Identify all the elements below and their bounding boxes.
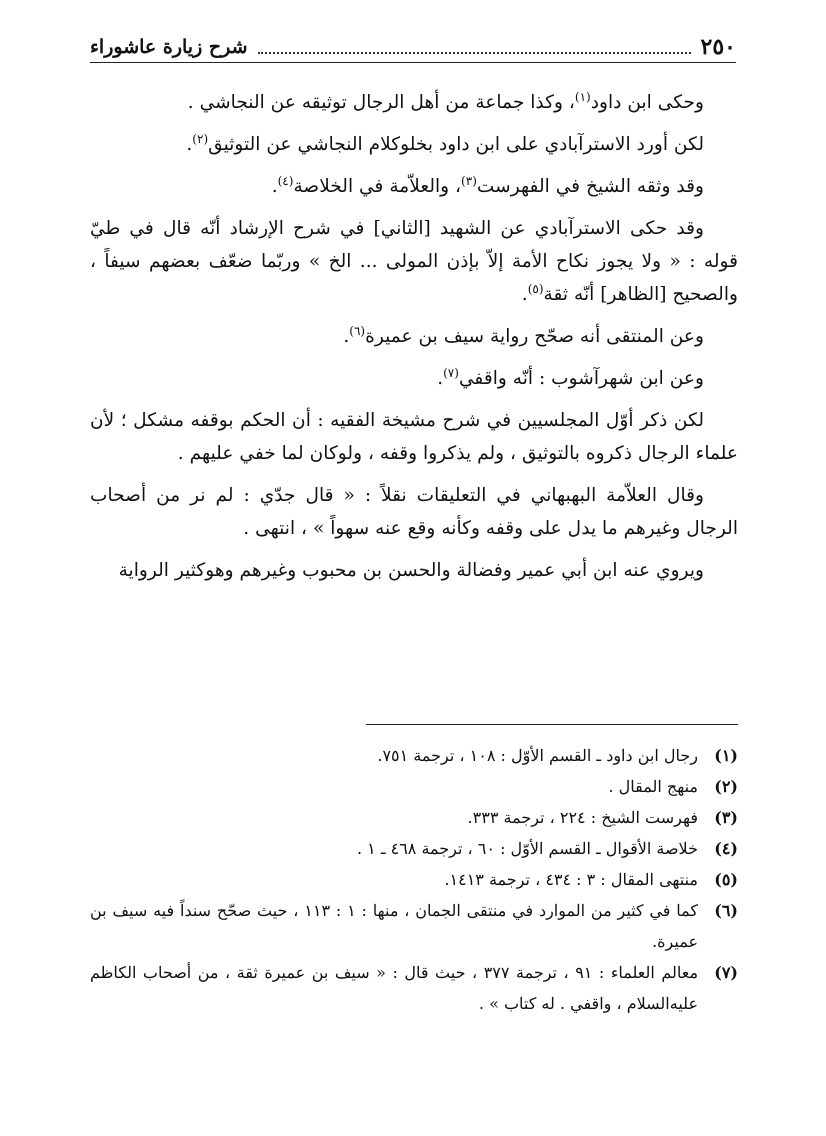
footnote-reference: (٥) (527, 281, 544, 296)
running-title: شرح زيارة عاشوراء (90, 36, 248, 58)
footnote-reference: (٧) (443, 365, 459, 380)
paragraph-text: لكن أورد الاسترآبادي على ابن داود بخلوكلام النجاشي عن التوثيق (208, 134, 704, 155)
footnote-text: منهج المقال . (608, 777, 698, 796)
page-header (90, 32, 736, 63)
paragraph (90, 86, 738, 119)
footnote-text: فهرست الشيخ : ٢٢٤ ، ترجمة ٣٣٣. (467, 808, 698, 827)
paragraph-text: . (271, 176, 278, 197)
footnote-number: (٣) (714, 808, 738, 827)
footnote-number: (٤) (714, 839, 738, 858)
footnote (90, 740, 738, 771)
footnote (90, 771, 738, 802)
header-dot-leader (258, 40, 691, 54)
footnote-number: (٢) (714, 777, 738, 796)
paragraph-text: وقد حكى الاسترآبادي عن الشهيد [الثاني] في شرح الإرشاد أنّه قال في طيّ قوله : « ولا يجوز نكاح الأمة إلاّ بإذن المولى ... الخ » وربّما ضعّف بعضهم سيفاً ، والصحيح [الظاهر] أنّه ثقة (90, 218, 738, 305)
paragraph: ويروي عنه ابن أبي عمير وفضالة والحسن بن محبوب وغيرهم وهوكثير الرواية (118, 560, 704, 581)
paragraph: وقال العلاّمة البهبهاني في التعليقات نقلاً : « قال جدّي : لم نر من أصحاب الرجال وغيرهم ما يدل على وقفه وكأنه وقع عنه سهواً » ، انتهى . (90, 485, 738, 539)
footnote-text: كما في كثير من الموارد في منتقى الجمان ، منها : ١ : ١١٣ ، حيث صحّح سنداً فيه سيف بن عميرة. (90, 901, 699, 951)
paragraph (90, 320, 738, 353)
footnote-number: (٥) (714, 870, 738, 889)
footnote (90, 833, 738, 864)
footnote (90, 957, 738, 1019)
footnote-reference: (٢) (192, 131, 209, 146)
footnote-separator (366, 724, 738, 725)
paragraph-text: وعن ابن شهرآشوب : أنّه واقفي (458, 368, 704, 389)
paragraph-text: وعن المنتقى أنه صحّح رواية سيف بن عميرة (365, 326, 704, 347)
footnote (90, 895, 738, 957)
paragraph-text: . (521, 284, 528, 305)
footnote-reference: (٦) (349, 323, 366, 338)
paragraph (90, 362, 738, 395)
footnotes (90, 740, 738, 1019)
paragraph: لكن ذكر أوّل المجلسيين في شرح مشيخة الفقيه : أن الحكم بوقفه مشكل ؛ لأن علماء الرجال ذكروه بالتوثيق ، ولم يذكروا وقفه ، ولوكان لما خفي عليهم . (90, 410, 738, 464)
paragraph-text: ، والعلاّمة في الخلاصة (293, 176, 462, 197)
paragraph-text: . (437, 368, 444, 389)
footnote-text: منتهى المقال : ٣ : ٤٣٤ ، ترجمة ١٤١٣. (444, 870, 698, 889)
footnote-text: معالم العلماء : ٩١ ، ترجمة ٣٧٧ ، حيث قال : « سيف بن عميرة ثقة ، من أصحاب الكاظم عليه‌السلام ، واقفي . له كتاب » . (90, 963, 699, 1013)
footnote-reference: (٣) (461, 173, 477, 188)
paragraph-text: وحكى ابن داود (590, 92, 704, 113)
footnote-text: رجال ابن داود ـ القسم الأوّل : ١٠٨ ، ترجمة ٧٥١. (377, 746, 698, 765)
paragraph-text: . (186, 134, 193, 155)
main-text (90, 86, 738, 596)
paragraph (90, 128, 738, 161)
footnote-text: خلاصة الأقوال ـ القسم الأوّل : ٦٠ ، ترجمة ٤٦٨ ـ ١ . (356, 839, 698, 858)
paragraph (90, 170, 738, 203)
footnote-reference: (٤) (277, 173, 294, 188)
footnote (90, 864, 738, 895)
paragraph-text: ، وكذا جماعة من أهل الرجال توثيقه عن النجاشي . (187, 92, 575, 113)
footnote-reference: (١) (574, 89, 591, 104)
paragraph-text: وقد وثقه الشيخ في الفهرست (476, 176, 704, 197)
footnote-number: (٧) (714, 963, 738, 982)
paragraph-text: . (343, 326, 350, 347)
footnote-number: (١) (714, 746, 738, 765)
footnote-number: (٦) (714, 901, 738, 920)
footnote (90, 802, 738, 833)
page-number: ٢٥٠ (700, 34, 736, 60)
paragraph (90, 212, 738, 311)
